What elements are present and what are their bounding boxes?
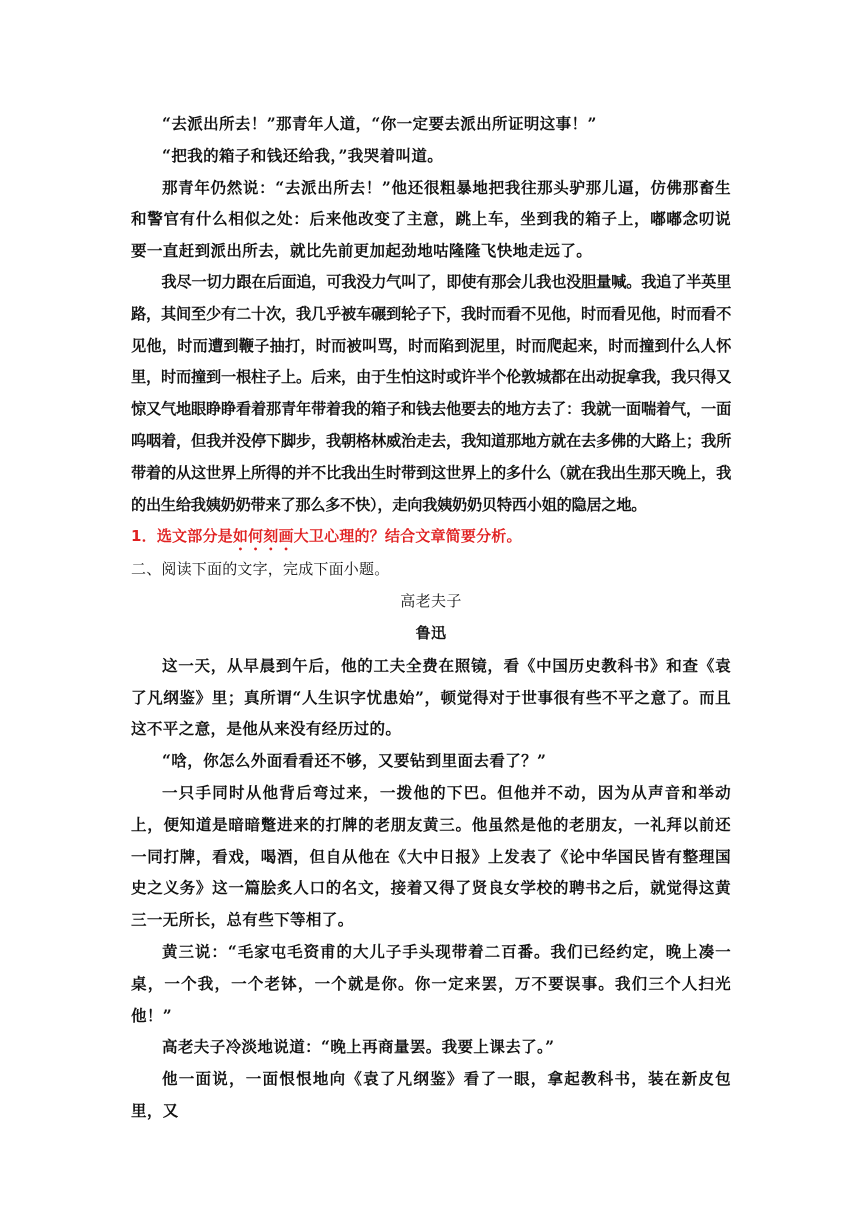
question-1-text-end: 大卫心理的？结合文章简要分析。 — [293, 527, 522, 546]
passage1-paragraph-1: “去派出所去！”那青年人道，“你一定要去派出所证明这事！” — [162, 114, 597, 133]
passage2-paragraph-6: 他一面说，一面恨恨地向《袁了凡纲鉴》看了一眼，拿起教科书，装在新皮包里，又 — [131, 1069, 731, 1120]
passage2-paragraph-1: 这一天，从早晨到午后，他的工夫全费在照镜，看《中国历史教科书》和查《袁了凡纲鉴》里；真所谓“人生识字忧患始”，顿觉得对于世事很有些不平之意了。而且这不平之意，是他从来没有经历过的。 — [131, 655, 731, 739]
passage1-paragraph-4: 我尽一切力跟在后面追，可我没力气叫了，即使有那会儿我也没胆量喊。我追了半英里路，其间至少有二十次，我几乎被车碾到轮子下，我时而看不见他，时而看见他，时而看不见他，时而遭到鞭子抽打，时而被叫骂，时而陷到泥里，时而爬起来，时而撞到什么人怀里，时而撞到一根柱子上。后来，由于生怕这时或许半个伦敦城都在出动捉拿我，我只得又惊又气地眼睁睁看着那青年带着我的箱子和钱去他要去的地方去了：我就一面喘着气，一面呜咽着，但我并没停下脚步，我朝格林威治走去，我知道那地方就在去多佛的大路上；我所带着的从这世界上所得的并不比我出生时带到这世界上的多什么（就在我出生那天晚上，我的出生给我姨奶奶带来了那么多不快），走向我姨奶奶贝特西小姐的隐居之地。 — [131, 272, 731, 514]
passage1-paragraph-3: 那青年仍然说：“去派出所去！”他还很粗暴地把我往那头驴那儿逼，仿佛那畜生和警官有什么相似之处：后来他改变了主意，跳上车，坐到我的箱子上，嘟嘟念叨说要一直赶到派出所去，就比先前更加起劲地咕隆隆飞快地走远了。 — [131, 177, 731, 261]
passage2-paragraph-4: 黄三说：“毛家屯毛资甫的大儿子手头现带着二百番。我们已经约定，晚上凑一桌，一个我，一个老钵，一个就是你。你一定来罢，万不要误事。我们三个人扫光他！” — [131, 941, 731, 1025]
passage2-paragraph-5: 高老夫子冷淡地说道：“晚上再商量罢。我要上课去了。” — [162, 1037, 555, 1057]
passage2-paragraph-3: 一只手同时从他背后弯过来，一拨他的下巴。但他并不动，因为从声音和举动上，便知道是暗暗蹩进来的打牌的老朋友黄三。他虽然是他的老朋友，一礼拜以前还一同打牌，看戏，喝酒，但自从他在《大中日报》上发表了《论中华国民皆有整理国史之义务》这一篇脍炙人口的名文，接着又得了贤良女学校的聘书之后，就觉得这黄三一无所长，总有些下等相了。 — [131, 782, 731, 930]
question-1-number: 1． — [131, 527, 157, 546]
passage2-title: 高老夫子 — [400, 592, 462, 611]
passage2-paragraph-2: “唅，你怎么外面看看还不够，又要钻到里面去看了？” — [162, 751, 547, 771]
passage1-paragraph-2: “把我的箱子和钱还给我，”我哭着叫道。 — [162, 145, 444, 165]
question-1-emphasis: 如何刻画 — [232, 527, 294, 546]
question-1 — [131, 521, 731, 554]
section-2-heading: 二、阅读下面的文字，完成下面小题。 — [131, 560, 390, 579]
question-1-text-start: 选文部分是 — [156, 527, 233, 546]
passage2-author: 鲁迅 — [415, 623, 447, 642]
document-body — [131, 108, 731, 1127]
